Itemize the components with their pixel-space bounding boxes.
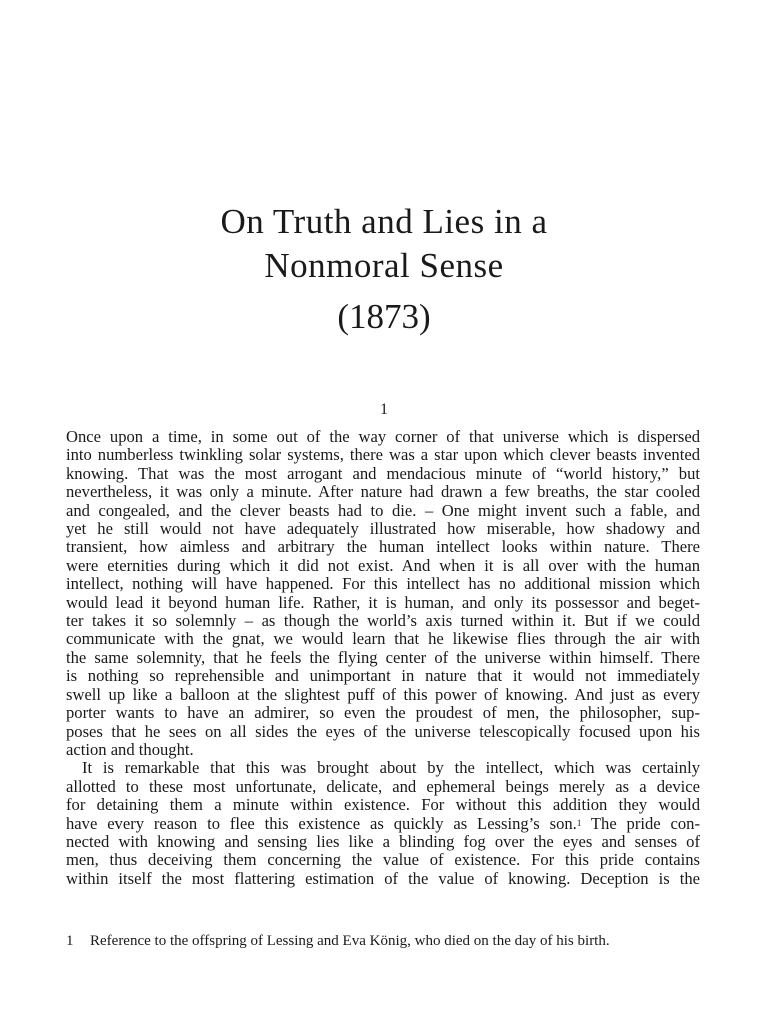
- text-line: transient, how aimless and arbitrary the human intellect looks within nature. There: [66, 538, 700, 557]
- text-line: into numberless twinkling solar systems, there was a star upon which clever beasts invented: [66, 446, 700, 465]
- text-line-segment: have every reason to flee this existence as quickly as Lessing’s son.: [66, 814, 577, 833]
- text-line: nevertheless, it was only a minute. After nature had drawn a few breaths, the star cooled: [66, 483, 700, 502]
- chapter-title: [0, 200, 768, 288]
- text-line: porter wants to have an admirer, so even the proudest of men, the philosopher, sup-: [66, 704, 700, 723]
- text-line: [66, 815, 700, 833]
- body-text: [66, 428, 700, 888]
- text-line: were eternities during which it did not exist. And when it is all over with the human: [66, 556, 700, 575]
- chapter-title-line-2: Nonmoral Sense: [264, 246, 504, 285]
- text-line: men, thus deceiving them concerning the value of existence. For this pride contains: [66, 851, 700, 870]
- footnote-text: Reference to the offspring of Lessing and Eva König, who died on the day of his birth.: [90, 933, 610, 949]
- section-number: 1: [380, 401, 388, 418]
- text-line: is nothing so reprehensible and unimportant in nature that it would not immediately: [66, 667, 700, 686]
- text-line: would lead it beyond human life. Rather, it is human, and only its possessor and beget-: [66, 593, 700, 612]
- text-line: for detaining them a minute within existence. For without this addition they would: [66, 796, 700, 815]
- text-line: knowing. That was the most arrogant and mendacious minute of “world history,” but: [66, 464, 700, 483]
- chapter-year: (1873): [337, 297, 431, 336]
- text-line: poses that he sees on all sides the eyes of the universe telescopically focused upon his: [66, 722, 700, 741]
- text-line: nected with knowing and sensing lies like a blinding fog over the eyes and senses of: [66, 832, 700, 851]
- footnote-reference[interactable]: 1: [576, 817, 582, 828]
- text-line: and congealed, and the clever beasts had to die. – One might invent such a fable, and: [66, 501, 700, 520]
- text-line: ter takes it so solemnly – as though the world’s axis turned within it. But if we could: [66, 612, 700, 631]
- text-line: action and thought.: [66, 740, 194, 759]
- text-line: Once upon a time, in some out of the way corner of that universe which is dispersed: [66, 428, 700, 446]
- text-line: intellect, nothing will have happened. For this intellect has no additional mission which: [66, 575, 700, 594]
- text-line: allotted to these most unfortunate, delicate, and ephemeral beings merely as a device: [66, 777, 700, 796]
- text-line: communicate with the gnat, we would learn that he likewise flies through the air with: [66, 630, 700, 649]
- paragraph-2: [66, 759, 700, 888]
- footnote-number: 1: [66, 933, 74, 949]
- text-line: swell up like a balloon at the slightest puff of this power of knowing. And just as every: [66, 685, 700, 704]
- text-line-segment: The pride con-: [581, 814, 700, 833]
- text-line: the same solemnity, that he feels the flying center of the universe within himself. There: [66, 648, 700, 667]
- text-line: yet he still would not have adequately illustrated how miserable, how shadowy and: [66, 520, 700, 539]
- text-line: It is remarkable that this was brought about by the intellect, which was certainly: [82, 759, 700, 778]
- paragraph-1: [66, 428, 700, 759]
- chapter-title-line-1: On Truth and Lies in a: [220, 202, 548, 241]
- text-line: within itself the most flattering estimation of the value of knowing. Deception is the: [66, 869, 700, 888]
- footnote: [66, 932, 706, 950]
